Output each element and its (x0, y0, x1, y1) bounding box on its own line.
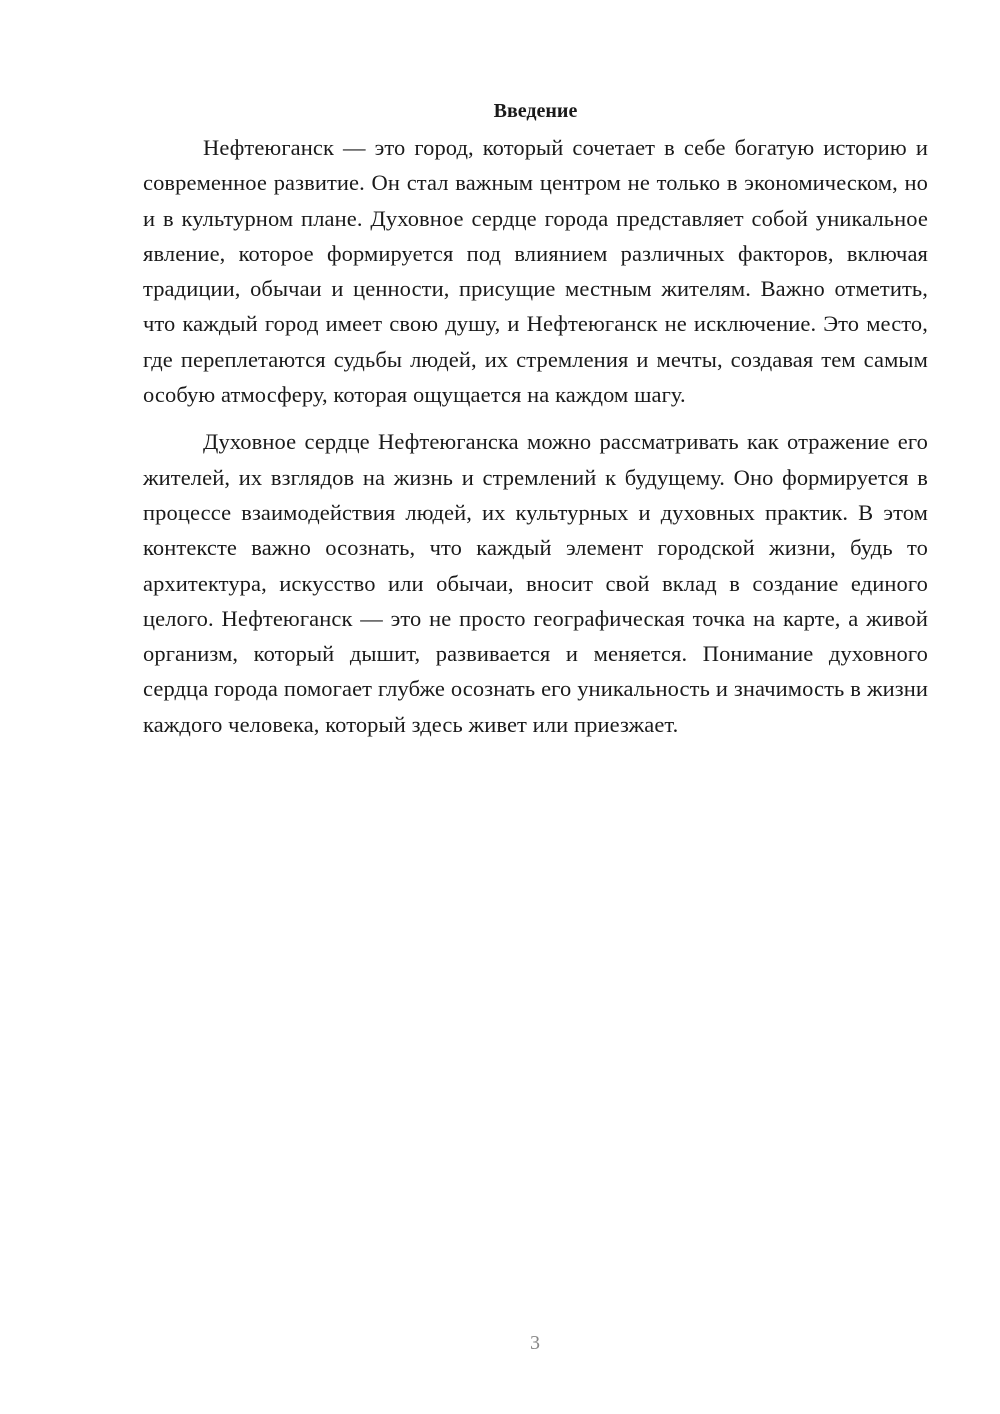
paragraph-1: Нефтеюганск — это город, который сочетает в себе богатую историю и современное развитие. Он стал важным центром не только в экономическом, но и в культурном плане. Духовное сердце города представляет собой уникальное явление, которое формируется под влиянием различных факторов, включая традиции, обычаи и ценности, присущие местным жителям. Важно отметить, что каждый город имеет свою душу, и Нефтеюганск не исключение. Это место, где переплетаются судьбы людей, их стремления и мечты, создавая тем самым особую атмосферу, которая ощущается на каждом шагу. (143, 135, 928, 408)
page-number: 3 (530, 1332, 540, 1354)
paragraph-2: Духовное сердце Нефтеюганска можно рассматривать как отражение его жителей, их взглядов на жизнь и стремлений к будущему. Оно формируется в процессе взаимодействия людей, их культурных и духовных практик. В этом контексте важно осознать, что каждый элемент городской жизни, будь то архитектура, искусство или обычаи, вносит свой вклад в создание единого целого. Нефтеюганск — это не просто географическая точка на карте, а живой организм, который дышит, развивается и меняется. Понимание духовного сердца города помогает глубже осознать его уникальность и значимость в жизни каждого человека, который здесь живет или приезжает. (143, 429, 928, 737)
document-body (143, 96, 928, 742)
section-heading: Введение (493, 100, 578, 122)
